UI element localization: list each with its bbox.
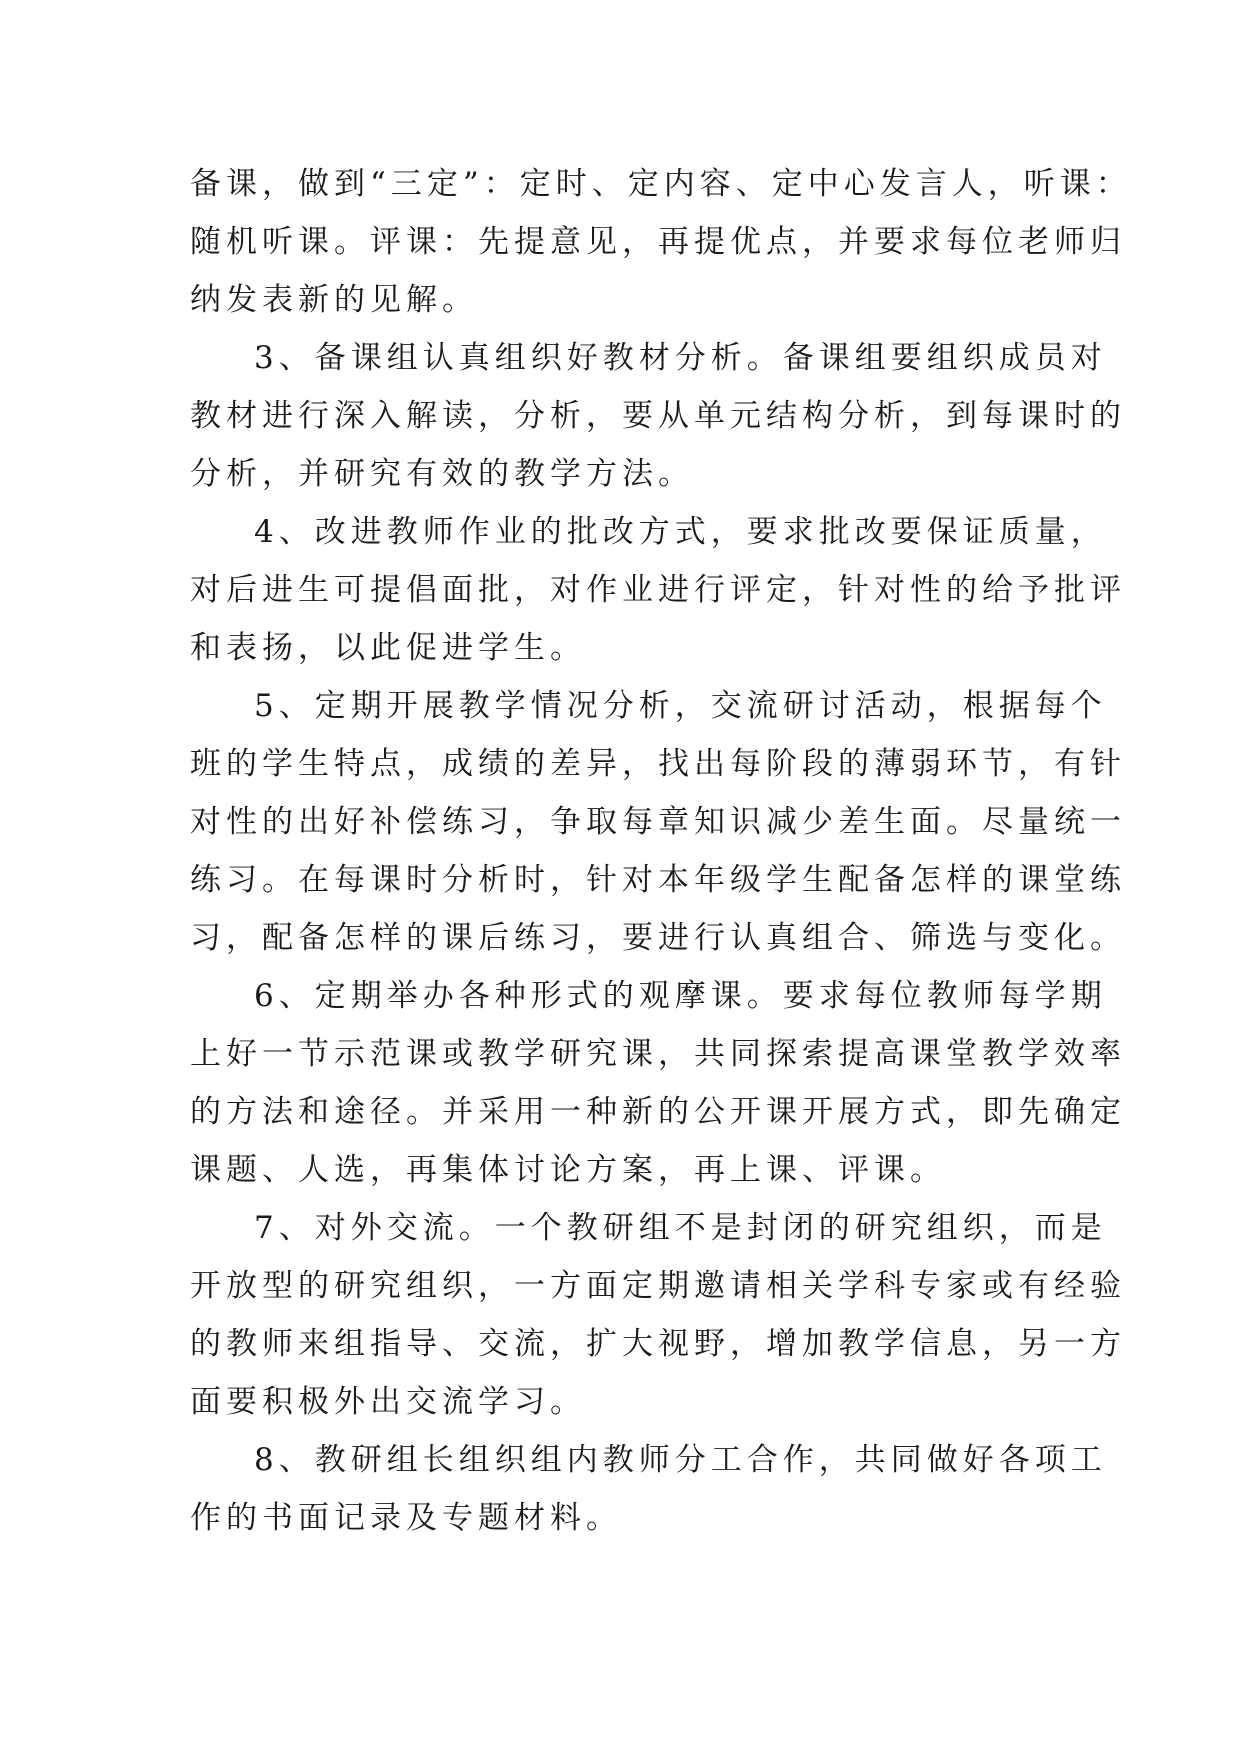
text-line: 开放型的研究组织，一方面定期邀请相关学科专家或有经验 <box>190 1268 1126 1304</box>
paragraph-7-first-line: 7、对外交流。一个教研组不是封闭的研究组织，而是 <box>254 1210 1107 1246</box>
text-line: 分析，并研究有效的教学方法。 <box>190 456 694 492</box>
paragraph-5-first-line: 5、定期开展教学情况分析，交流研讨活动，根据每个 <box>254 688 1107 724</box>
paragraph-8-first-line: 8、教研组长组织组内教师分工合作，共同做好各项工 <box>254 1442 1107 1478</box>
text-line: 随机听课。评课：先提意见，再提优点，并要求每位老师归 <box>190 224 1126 260</box>
text-line: 备课，做到“三定”：定时、定内容、定中心发言人，听课： <box>190 166 1132 202</box>
text-line: 上好一节示范课或教学研究课，共同探索提高课堂教学效率 <box>190 1036 1126 1072</box>
text-line: 作的书面记录及专题材料。 <box>190 1500 622 1536</box>
text-line: 和表扬，以此促进学生。 <box>190 630 586 666</box>
document-body <box>190 155 1132 1547</box>
text-line: 对性的出好补偿练习，争取每章知识减少差生面。尽量统一 <box>190 804 1126 840</box>
paragraph-6-first-line: 6、定期举办各种形式的观摩课。要求每位教师每学期 <box>254 978 1107 1014</box>
text-line: 教材进行深入解读，分析，要从单元结构分析，到每课时的 <box>190 398 1126 434</box>
paragraph-3-first-line: 3、备课组认真组织好教材分析。备课组要组织成员对 <box>254 340 1107 376</box>
text-line: 对后进生可提倡面批，对作业进行评定，针对性的给予批评 <box>190 572 1126 608</box>
text-line: 班的学生特点，成绩的差异，找出每阶段的薄弱环节，有针 <box>190 746 1126 782</box>
text-line: 课题、人选，再集体讨论方案，再上课、评课。 <box>190 1152 946 1188</box>
text-line: 的方法和途径。并采用一种新的公开课开展方式，即先确定 <box>190 1094 1126 1130</box>
text-line: 面要积极外出交流学习。 <box>190 1384 586 1420</box>
text-line: 习，配备怎样的课后练习，要进行认真组合、筛选与变化。 <box>190 920 1126 956</box>
text-line: 纳发表新的见解。 <box>190 282 478 318</box>
paragraph-4-first-line: 4、改进教师作业的批改方式，要求批改要保证质量， <box>254 514 1107 550</box>
text-line: 的教师来组指导、交流，扩大视野，增加教学信息，另一方 <box>190 1326 1126 1362</box>
text-line: 练习。在每课时分析时，针对本年级学生配备怎样的课堂练 <box>190 862 1126 898</box>
